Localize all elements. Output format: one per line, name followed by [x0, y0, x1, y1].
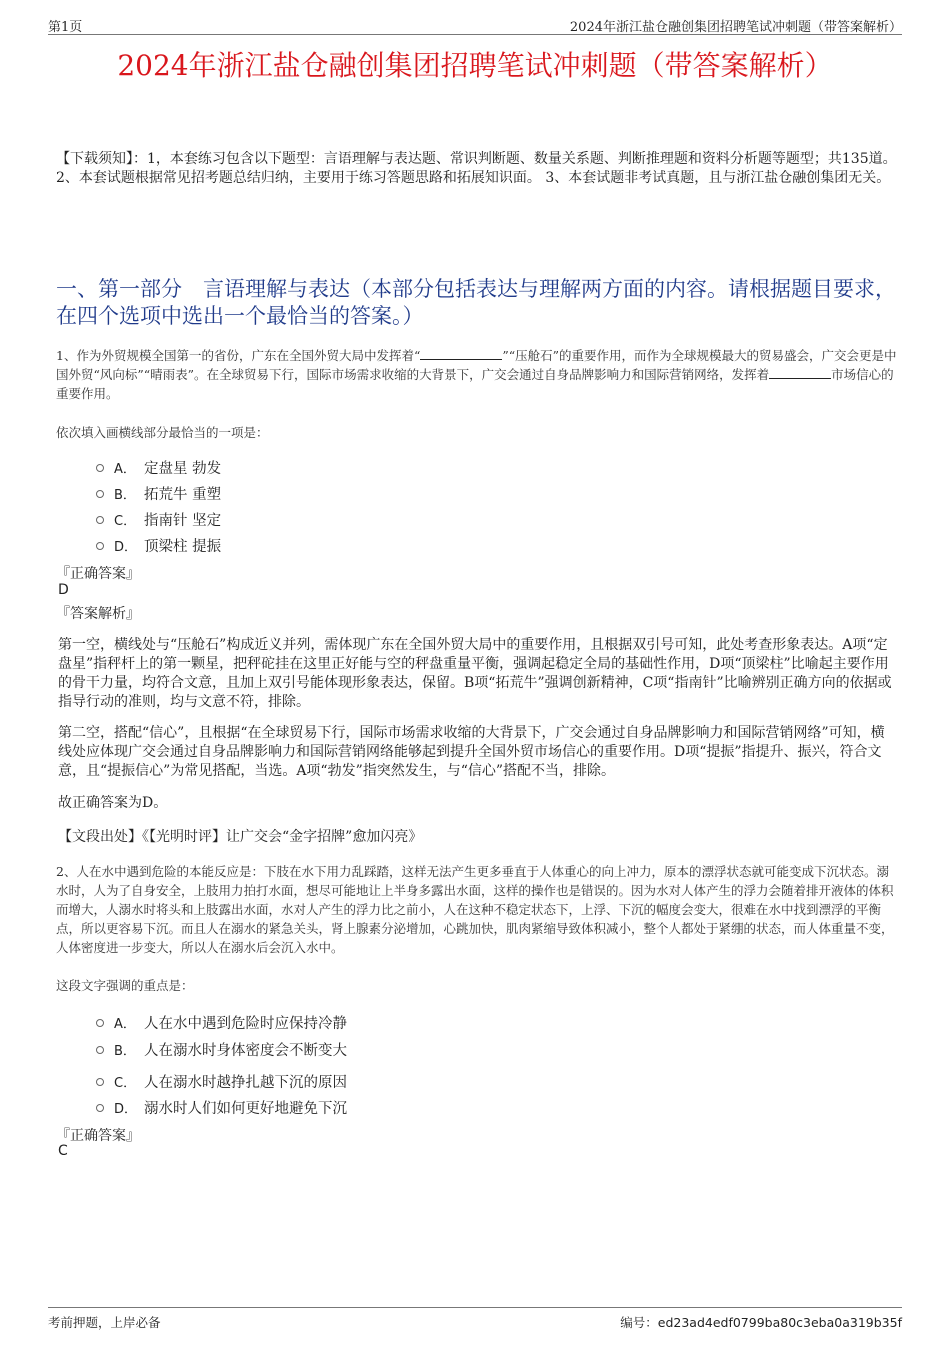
radio-icon[interactable]	[96, 1104, 104, 1112]
question-1-option-d[interactable]	[96, 535, 221, 556]
section-heading: 一、第一部分 言语理解与表达（本部分包括表达与理解两方面的内容。请根据题目要求，在四个选项中选出一个最恰当的答案。）	[56, 277, 896, 328]
fill-blank-2	[769, 366, 831, 379]
question-1-analysis-2: 第二空，搭配“信心”，且根据“在全球贸易下行，国际市场需求收缩的大背景下，广交会通过自身品牌影响力和国际营销网络”可知，横线处应体现广交会通过自身品牌影响力和国际营销网络能够起到提升全国外贸市场信心的重要作用。D项“提振”指提升、振兴，符合文意，且“提振信心”为常见搭配，当选。A项“勃发”指突然发生，与“信心”搭配不当，排除。	[58, 725, 885, 779]
option-text: 人在水中遇到危险时应保持冷静	[144, 1016, 347, 1032]
question-2-option-b[interactable]	[96, 1039, 347, 1060]
question-2-answer: C	[58, 1143, 68, 1159]
option-text: 人在溺水时越挣扎越下沉的原因	[144, 1075, 347, 1091]
footer-divider	[48, 1307, 902, 1308]
footer-slogan: 考前押题，上岸必备	[48, 1315, 161, 1330]
fill-blank-1	[420, 347, 502, 360]
question-2-option-c[interactable]	[96, 1071, 347, 1092]
question-2-prompt: 这段文字强调的重点是：	[56, 978, 194, 993]
question-1-prompt: 依次填入画横线部分最恰当的一项是：	[56, 425, 269, 440]
radio-icon[interactable]	[96, 1046, 104, 1054]
question-1-conclusion: 故正确答案为D。	[58, 795, 168, 811]
question-1-text-a: 1、作为外贸规模全国第一的省份，广东在全国外贸大局中发挥着“	[56, 348, 421, 363]
page-title: 2024年浙江盐仓融创集团招聘笔试冲刺题（带答案解析）	[117, 49, 833, 82]
footer-code	[620, 1313, 902, 1331]
question-1-option-a[interactable]	[96, 457, 221, 478]
option-letter: B．	[114, 488, 136, 503]
header-divider	[48, 34, 902, 35]
question-1-analysis-label: 『答案解析』	[56, 606, 140, 622]
option-letter: A．	[114, 1017, 136, 1032]
option-letter: C．	[114, 514, 137, 529]
header-doc-title: 2024年浙江盐仓融创集团招聘笔试冲刺题（带答案解析）	[569, 20, 902, 35]
option-letter: B．	[114, 1044, 136, 1059]
question-1-option-b[interactable]	[96, 483, 221, 504]
question-2-option-a[interactable]	[96, 1012, 347, 1033]
download-notice: 【下载须知】：1，本套练习包含以下题型：言语理解与表达题、常识判断题、数量关系题、判断推理题和资料分析题等题型；共135道。 2、本套试题根据常见招考题总结归纳，主要用于练习答题思路和拓展知识面。 3、本套试题非考试真题，且与浙江盐仓融创集团无关。	[56, 151, 897, 186]
question-1-text-b: ”“压舱石”的重要作用，而作为全球规模最大的贸易盛会，广交会更是中国外贸“风向标”“晴雨表”。在全球贸易下行，国际市场需求收缩的大背景下，广交会通过自身品牌影响力和国际营销网络，发挥着	[56, 348, 897, 382]
option-letter: C．	[114, 1076, 137, 1091]
option-text: 定盘星 勃发	[144, 461, 222, 477]
question-2-text: 2、人在水中遇到危险的本能反应是：下肢在水下用力乱踩踏，这样无法产生更多垂直于人体重心的向上冲力，原本的漂浮状态就可能变成下沉状态。溺水时，人为了自身安全，上肢用力拍打水面，想尽可能地让上半身多露出水面，这样的操作也是错误的。因为水对人体产生的浮力会随着排开液体的体积而增大，人溺水时将头和上肢露出水面，水对人产生的浮力比之前小，人在这种不稳定状态下，上浮、下沉的幅度会变大，很难在水中找到漂浮的平衡点，所以更容易下沉。而且人在溺水的紧急关头，肾上腺素分泌增加，心跳加快，肌肉紧缩导致体积减小，整个人都处于紧绷的状态，而人体重量不变，人体密度进一步变大，所以人在溺水后会沉入水中。	[56, 864, 894, 955]
option-text: 顶梁柱 提振	[144, 539, 222, 555]
option-text: 指南针 坚定	[144, 513, 222, 529]
question-2-option-d[interactable]	[96, 1097, 347, 1118]
footer-code-value: ed23ad4edf0799ba80c3eba0a319b35f	[657, 1315, 902, 1330]
option-letter: A．	[114, 462, 136, 477]
radio-icon[interactable]	[96, 464, 104, 472]
radio-icon[interactable]	[96, 516, 104, 524]
footer-code-label: 编号：	[620, 1315, 658, 1330]
option-text: 人在溺水时身体密度会不断变大	[144, 1043, 347, 1059]
question-1-analysis-1: 第一空，横线处与“压舱石”构成近义并列，需体现广东在全国外贸大局中的重要作用，且根据双引号可知，此处考查形象表达。A项“定盘星”指秤杆上的第一颗星，把秤砣挂在这里正好能与空的秤盘重量平衡，强调起稳定全局的基础性作用，D项“顶梁柱”比喻起主要作用的骨干力量，均符合文意，且加上双引号能体现形象表达，保留。B项“拓荒牛”强调创新精神，C项“指南针”比喻辨别正确方向的依据或指导行动的准则，均与文意不符，排除。	[58, 637, 892, 710]
question-1-text-c: 市场信心的重要作用。	[56, 367, 894, 401]
page-number: 第1页	[48, 20, 83, 35]
radio-icon[interactable]	[96, 490, 104, 498]
question-1-answer-label: 『正确答案』	[56, 566, 140, 582]
radio-icon[interactable]	[96, 542, 104, 550]
option-letter: D．	[114, 540, 138, 555]
question-1-option-c[interactable]	[96, 509, 221, 530]
option-text: 拓荒牛 重塑	[144, 487, 222, 503]
option-letter: D．	[114, 1102, 138, 1117]
question-1-text	[56, 346, 898, 403]
question-1-source: 【文段出处】《【光明时评】让广交会“金字招牌”愈加闪亮》	[58, 829, 423, 845]
radio-icon[interactable]	[96, 1078, 104, 1086]
question-2-answer-label: 『正确答案』	[56, 1128, 140, 1144]
question-1-answer: D	[58, 582, 69, 598]
radio-icon[interactable]	[96, 1019, 104, 1027]
option-text: 溺水时人们如何更好地避免下沉	[144, 1101, 347, 1117]
